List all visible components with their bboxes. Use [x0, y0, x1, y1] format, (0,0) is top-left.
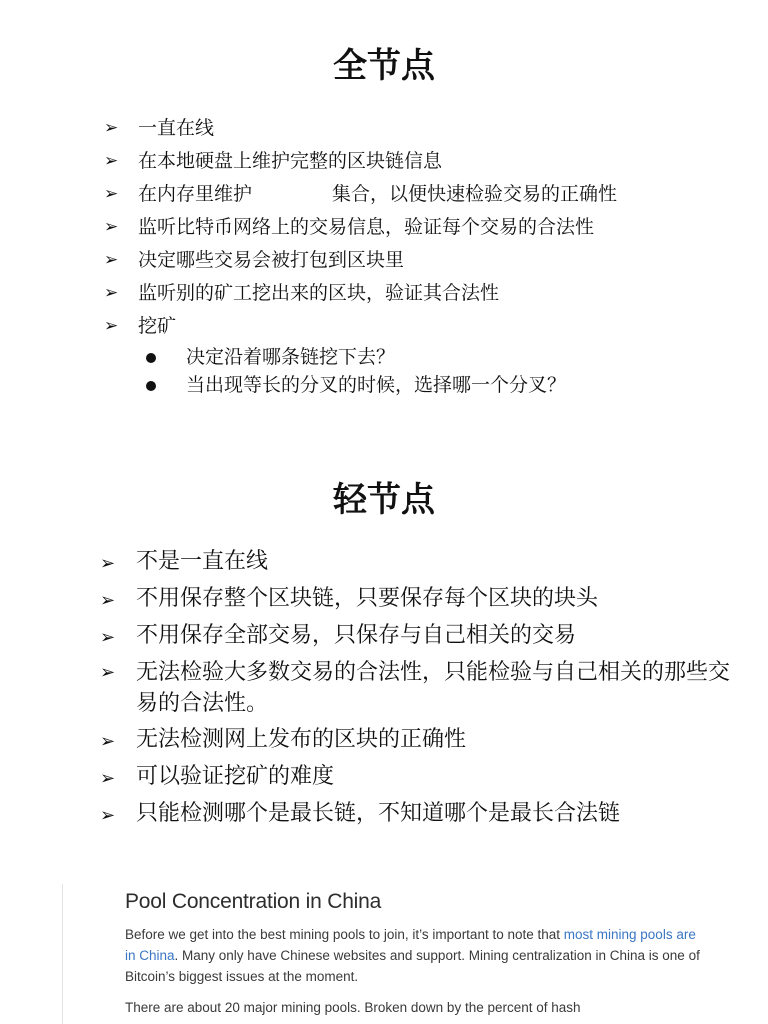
full-node-title: 全节点: [333, 46, 435, 86]
list-item: [104, 178, 724, 211]
sub-list-item: [146, 343, 732, 371]
list-item: [104, 244, 724, 277]
list-item-text: 不是一直在线: [136, 549, 269, 574]
article-heading: Pool Concentration in China: [125, 890, 382, 913]
sub-list-item: [146, 371, 732, 399]
arrow-bullet-icon: ➢: [104, 316, 119, 336]
list-item-text-suffix: 集合，以便快速检验交易的正确性: [332, 183, 618, 205]
dot-bullet-icon: [146, 381, 156, 391]
sub-list-item-text: 当出现等长的分叉的时候，选择哪一个分叉？: [186, 374, 567, 396]
list-item: [100, 722, 740, 758]
list-item: [100, 618, 740, 654]
full-node-list: [104, 112, 724, 399]
arrow-bullet-icon: ➢: [104, 250, 119, 270]
article-excerpt: [62, 884, 768, 1024]
list-item: [104, 145, 724, 178]
light-node-list: [100, 544, 740, 833]
dot-bullet-icon: [146, 353, 156, 363]
list-item: [100, 759, 740, 795]
arrow-bullet-icon: ➢: [100, 590, 116, 611]
arrow-bullet-icon: ➢: [104, 217, 119, 237]
arrow-bullet-icon: ➢: [100, 805, 116, 826]
list-item-text: 挖矿: [138, 315, 177, 337]
arrow-bullet-icon: ➢: [104, 283, 119, 303]
paragraph-text: Before we get into the best mining pools to join, it’s important to note that: [125, 927, 564, 942]
arrow-bullet-icon: ➢: [104, 184, 119, 204]
paragraph-text: . Many only have Chinese websites and support. Mining centralization in China is one of Bitcoin’s biggest issues at the moment.: [125, 948, 700, 984]
list-item-text: 可以验证挖矿的难度: [136, 764, 335, 789]
arrow-bullet-icon: ➢: [104, 118, 119, 138]
mining-pools-china-link[interactable]: most mining pools are in China: [125, 927, 696, 963]
list-item-text: 监听别的矿工挖出来的区块，验证其合法性: [138, 282, 500, 304]
mining-sub-list: [138, 343, 724, 399]
list-item-text: 一直在线: [138, 117, 215, 139]
list-item: [104, 112, 724, 145]
arrow-bullet-icon: ➢: [100, 768, 116, 789]
list-item-text: 无法检验大多数交易的合法性，只能检验与自己相关的那些交易的合法性。: [136, 660, 731, 716]
arrow-bullet-icon: ➢: [100, 627, 116, 648]
list-item: [100, 655, 740, 721]
list-item-text: 无法检测网上发布的区块的正确性: [136, 727, 467, 752]
arrow-bullet-icon: ➢: [100, 662, 116, 683]
list-item: [100, 581, 740, 617]
arrow-bullet-icon: ➢: [100, 553, 116, 574]
list-item-text: 在本地硬盘上维护完整的区块链信息: [138, 150, 443, 172]
list-item: [104, 310, 724, 399]
list-item: [104, 277, 724, 310]
light-node-title: 轻节点: [333, 480, 435, 520]
list-item: [100, 544, 740, 580]
list-item: [100, 796, 740, 832]
list-item-text: 不用保存全部交易，只保存与自己相关的交易: [136, 623, 577, 648]
list-item-text: 不用保存整个区块链，只要保存每个区块的块头: [136, 586, 599, 611]
list-item-text: 监听比特币网络上的交易信息，验证每个交易的合法性: [138, 216, 595, 238]
list-item-text: 在内存里维护: [138, 183, 253, 205]
arrow-bullet-icon: ➢: [100, 731, 116, 752]
list-item: [104, 211, 724, 244]
article-paragraph: There are about 20 major mining pools. Broken down by the percent of hash: [125, 1000, 581, 1015]
arrow-bullet-icon: ➢: [104, 151, 119, 171]
list-item-text: 决定哪些交易会被打包到区块里: [138, 249, 405, 271]
list-item-text: 只能检测哪个是最长链，不知道哪个是最长合法链: [136, 801, 621, 826]
sub-list-item-text: 决定沿着哪条链挖下去？: [186, 346, 396, 368]
article-paragraph: [125, 924, 705, 987]
